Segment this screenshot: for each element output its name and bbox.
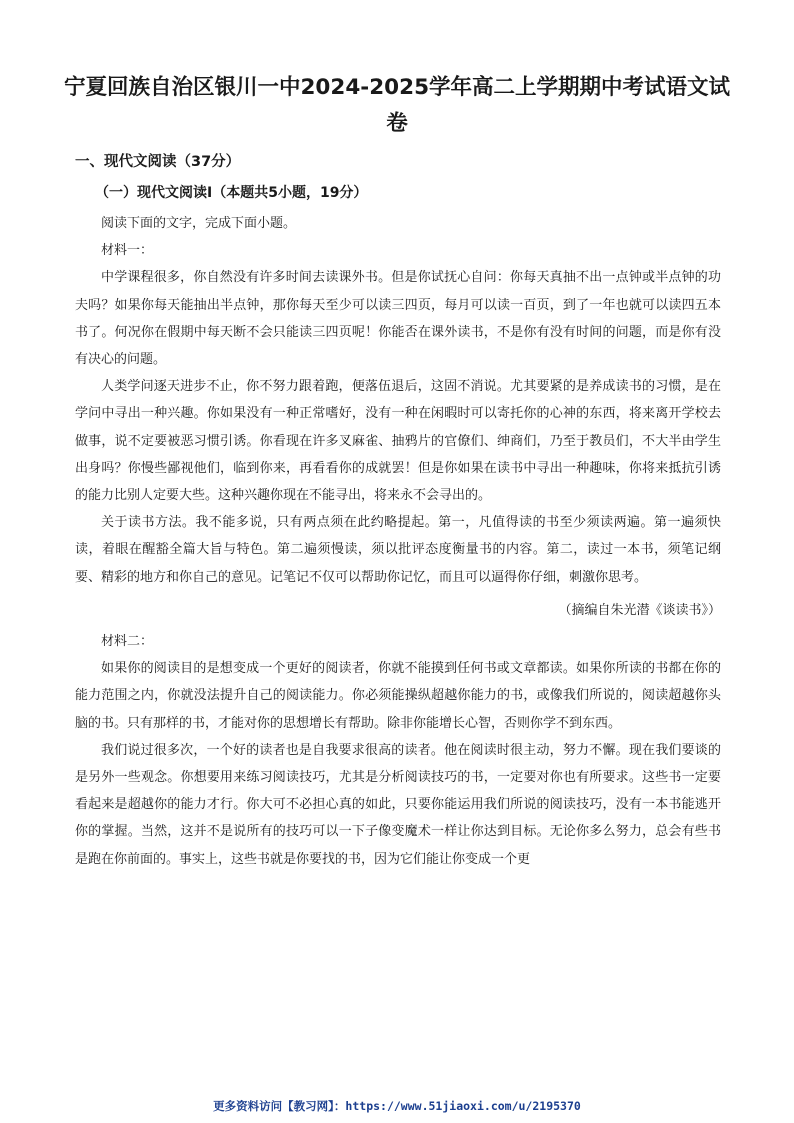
passage-body: [75, 210, 721, 873]
material-2-paragraph: 如果你的阅读目的是想变成一个更好的阅读者，你就不能摸到任何书或文章都读。如果你所读的书都在你的能力范围之内，你就没法提升自己的阅读能力。你必须能操纵超越你能力的书，或像我们所说的，阅读超越你头脑的书。只有那样的书，才能对你的思想增长有帮助。除非你能增长心智，否则你学不到东西。: [75, 661, 721, 731]
material-1-paragraph: 人类学问逐天进步不止，你不努力跟着跑，便落伍退后，这固不消说。尤其要紧的是养成读书的习惯，是在学问中寻出一种兴趣。你如果没有一种正常嗜好，没有一种在闲暇时可以寄托你的心神的东西，将来离开学校去做事，说不定要被恶习惯引诱。你看现在许多叉麻雀、抽鸦片的官僚们、绅商们，乃至于教员们，不大半由学生出身吗？你慢些鄙视他们，临到你来，再看看你的成就罢！但是你如果在读书中寻出一种趣味，你将来抵抗引诱的能力比别人定要大些。这种兴趣你现在不能寻出，将来永不会寻出的。: [75, 379, 721, 504]
instruction-text: 阅读下面的文字，完成下面小题。: [101, 216, 297, 231]
material-1-label: 材料一：: [101, 243, 154, 259]
subsection-heading: （一）现代文阅读Ⅰ（本题共5小题，19分）: [95, 185, 368, 201]
material-1-paragraph: 中学课程很多，你自然没有许多时间去读课外书。但是你试抚心自问：你每天真抽不出一点钟或半点钟的功夫吗？如果你每天能抽出半点钟，那你每天至少可以读三四页，每月可以读一百页，到了一年也就可以读四五本书了。何况你在假期中每天断不会只能读三四页呢！你能否在课外读书，不是你有没有时间的问题，而是你有没有决心的问题。: [75, 270, 721, 368]
material-2-paragraph: 我们说过很多次，一个好的读者也是自我要求很高的读者。他在阅读时很主动，努力不懈。现在我们要谈的是另外一些观念。你想要用来练习阅读技巧，尤其是分析阅读技巧的书，一定要对你也有所要求。这些书一定要看起来是超越你的能力才行。你大可不必担心真的如此，只要你能运用我们所说的阅读技巧，没有一本书能逃开你的掌握。当然，这并不是说所有的技巧可以一下子像变魔术一样让你达到目标。无论你多么努力，总会有些书是跑在你前面的。事实上，这些书就是你要找的书，因为它们能让你变成一个更: [75, 742, 721, 867]
material-1-paragraph: 关于读书方法。我不能多说，只有两点须在此约略提起。第一，凡值得读的书至少须读两遍。第一遍须快读，着眼在醒豁全篇大旨与特色。第二遍须慢读，须以批评态度衡量书的内容。第二，读过一本书，须笔记纲要、精彩的地方和你自己的意见。记笔记不仅可以帮助你记忆，而且可以逼得你仔细，刺激你思考。: [75, 515, 721, 585]
footer-link[interactable]: 更多资料访问【教习网】：https://www.51jiaoxi.com/u/2195370: [213, 1099, 581, 1113]
material-1-source: （摘编自朱光潜《谈读书》）: [558, 602, 721, 618]
page-title: 宁夏回族自治区银川一中2024-2025学年高二上学期期中考试语文试卷: [63, 75, 731, 136]
section-heading: 一、现代文阅读（37分）: [75, 154, 241, 170]
material-2-label: 材料二：: [101, 634, 154, 650]
